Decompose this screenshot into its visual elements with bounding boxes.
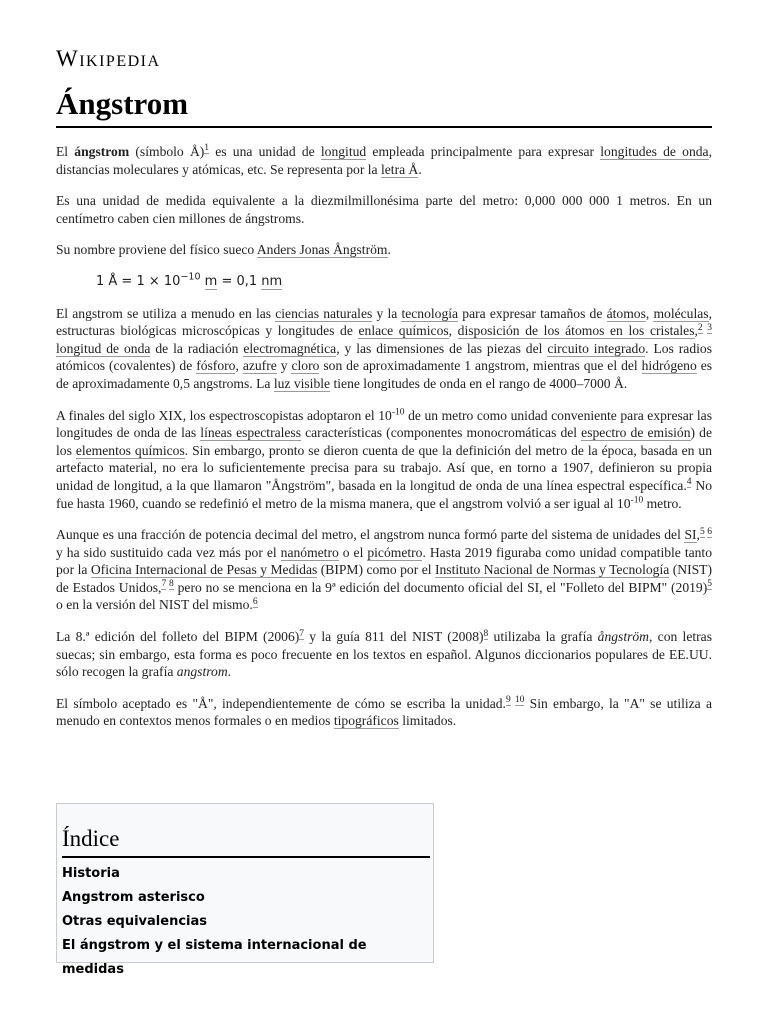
text: características (componentes monocromáticas del	[301, 425, 582, 441]
link-nanometro-2[interactable]: nanómetro	[280, 544, 339, 560]
link-atomos[interactable]: átomos	[606, 305, 646, 321]
term-bold: ángstrom	[74, 144, 130, 159]
text: Aunque es una fracción de potencia decimal del metro, el angstrom nunca formó parte del sistema de unidades del	[56, 527, 685, 543]
link-circuito-integrado[interactable]: circuito integrado	[547, 340, 646, 356]
text: No fue hasta 1960, cuando se redefinió el metro de la misma manera, que el angstrom volvió a ser igual al 10	[56, 477, 712, 511]
text: ,	[235, 358, 243, 374]
link-luz-visible[interactable]: luz visible	[273, 375, 331, 391]
article-body	[56, 143, 712, 744]
link-nist[interactable]: Instituto Nacional de Normas y Tecnología	[434, 562, 670, 578]
table-of-contents	[56, 803, 434, 977]
link-si[interactable]: SI	[684, 527, 697, 543]
link-longitudes-de-onda[interactable]: longitudes de onda	[600, 144, 709, 159]
text: y la guía 811 del NIST (2008)	[304, 629, 484, 645]
text: para expresar tamaños de	[458, 305, 607, 321]
link-letra-a[interactable]: letra Å	[381, 161, 419, 177]
text: El	[56, 144, 75, 159]
italic-term: ångström	[597, 629, 650, 645]
link-nanometro[interactable]: nm	[261, 273, 283, 289]
ref-link[interactable]: 8	[483, 628, 489, 639]
text: . Los radios atómicos (covalentes) de	[56, 340, 712, 374]
text: Su nombre proviene del físico sueco	[56, 242, 257, 258]
ref-link[interactable]: 7	[299, 628, 305, 639]
text: . Hasta 2019 figuraba como unidad compatible tanto por la	[56, 544, 712, 578]
link-longitud[interactable]: longitud	[320, 144, 367, 159]
exponent: -10	[391, 407, 405, 417]
text: (BIPM) como por el	[317, 562, 435, 578]
link-metro[interactable]: m	[204, 273, 218, 289]
link-fosforo[interactable]: fósforo	[196, 358, 236, 374]
text: ,	[694, 323, 698, 339]
text: utilizaba la grafía	[488, 629, 598, 645]
text: = 0,1	[217, 273, 262, 289]
text: ,	[696, 527, 700, 543]
text: , estructuras biológicas microscópicas y longitudes de	[56, 305, 712, 339]
link-bipm[interactable]: Oficina Internacional de Pesas y Medidas	[90, 562, 318, 578]
ref-link[interactable]: 6	[707, 526, 713, 537]
paragraph-spelling	[56, 628, 712, 681]
link-tipograficos[interactable]: tipográficos	[333, 713, 399, 729]
text: pero no se menciona en la 9ª edición del documento oficial del SI, el "Folleto del BIPM" (2019)	[173, 579, 708, 595]
ref-link[interactable]: 8	[169, 579, 174, 590]
link-moleculas[interactable]: moléculas	[653, 305, 709, 321]
exponent: -10	[630, 494, 644, 505]
link-espectro-emision[interactable]: espectro de emisión	[581, 425, 691, 441]
text: El símbolo aceptado es "Å", independientemente de cómo se escriba la unidad.	[56, 695, 506, 711]
text: limitados.	[398, 713, 457, 729]
link-ciencias-naturales[interactable]: ciencias naturales	[275, 305, 373, 321]
link-tecnologia[interactable]: tecnología	[401, 305, 459, 321]
text: es una unidad de	[209, 144, 321, 159]
link-anders-angstrom[interactable]: Anders Jonas Ångström	[256, 242, 388, 258]
wikipedia-logo[interactable]: Wikipedia	[56, 46, 161, 71]
exponent: −10	[180, 271, 201, 283]
text: y ha sido sustituido cada vez más por el	[56, 544, 281, 560]
text: ,	[645, 305, 654, 321]
text: El angstrom se utiliza a menudo en las	[56, 305, 276, 321]
text: .	[418, 161, 422, 177]
paragraph-definition: Es una unidad de medida equivalente a la diezmilmillonésima parte del metro: 0,000 000 000 1 metros. En un centímetro caben cien millones de ángstroms.	[56, 193, 712, 226]
ref-link[interactable]: 2	[697, 322, 703, 333]
text: 1 Å = 1 × 10	[96, 273, 181, 289]
paragraph-symbol	[56, 695, 712, 730]
text: y	[276, 358, 292, 374]
text: Sin embargo, la "A" se utiliza a menudo en contextos menos formales o en medios	[56, 695, 712, 729]
ref-link[interactable]: 6	[252, 596, 258, 607]
text: .	[387, 242, 391, 258]
text: y la	[372, 305, 402, 321]
text: son de aproximadamente 1 angstrom, mientras que el del	[319, 358, 642, 374]
ref-link[interactable]: 10	[514, 695, 525, 706]
text: (símbolo Å)	[129, 144, 205, 159]
link-hidrogeno[interactable]: hidrógeno	[641, 358, 697, 374]
link-longitud-de-onda[interactable]: longitud de onda	[56, 340, 151, 356]
paragraph-usage	[56, 305, 712, 393]
link-disposicion-atomos[interactable]: disposición de los átomos en los cristales	[457, 323, 695, 339]
link-cloro[interactable]: cloro	[291, 358, 320, 374]
toc-title: Índice	[62, 826, 430, 858]
text: de la radiación	[150, 340, 244, 356]
paragraph-history	[56, 407, 712, 513]
formula	[96, 273, 712, 291]
text: o en la versión del NIST del mismo.	[56, 597, 253, 613]
text: metro.	[643, 495, 682, 511]
text: tiene longitudes de onda en el rango de 4000–7000 Å.	[330, 375, 628, 391]
link-enlace-quimicos[interactable]: enlace químicos	[358, 323, 449, 339]
text: , y las dimensiones de las piezas del	[336, 340, 548, 356]
paragraph-intro	[56, 143, 712, 178]
title-divider	[56, 126, 712, 128]
text: (NIST) de Estados Unidos,	[56, 562, 713, 595]
text: empleada principalmente para expresar	[366, 144, 601, 159]
ref-link[interactable]: 7	[161, 579, 167, 590]
text: ) de los	[56, 425, 712, 458]
text: ,	[448, 323, 458, 339]
ref-link[interactable]: 5	[699, 526, 705, 537]
toc-list	[62, 862, 433, 982]
toc-item-historia[interactable]: Historia	[62, 866, 120, 881]
link-azufre[interactable]: azufre	[242, 358, 277, 374]
link-electromagnetica[interactable]: electromagnética	[243, 340, 337, 356]
ref-link[interactable]: 1	[204, 143, 210, 154]
text: de un metro como unidad conveniente para expresar las longitudes de onda de las	[56, 407, 712, 441]
toc-item-angstrom-asterisco[interactable]: Angstrom asterisco	[62, 890, 205, 905]
page-title: Ángstrom	[56, 86, 189, 121]
toc-item-sistema-internacional[interactable]: El ángstrom y el sistema internacional de medidas	[62, 938, 367, 977]
paragraph-si	[56, 526, 712, 614]
ref-link[interactable]: 4	[686, 477, 692, 488]
link-lineas-espectrales[interactable]: líneas espectraless	[200, 425, 302, 441]
text: La 8.ª edición del folleto del BIPM (2006)	[56, 629, 300, 645]
text: A finales del siglo XIX, los espectroscopistas adoptaron el 10	[56, 407, 392, 423]
text: , con letras suecas; sin embargo, esta forma es poco frecuente en los textos en español. Algunos diccionarios populares de EE.UU. sólo recogen la grafía	[56, 629, 712, 680]
toc-item-otras-equivalencias[interactable]: Otras equivalencias	[62, 914, 207, 929]
text: o el	[338, 544, 368, 560]
text: es de aproximadamente 0,5 angstroms. La	[56, 358, 713, 391]
text: . Sin embargo, pronto se dieron cuenta de que la definición del metro de la época, basada en un artefacto material, no era lo suficientemente precisa para su trabajo. Así que, en torno a 1907, definieron su propia unidad de longitud, a la que llamaron "Ångström", basada en la longitud de onda de una línea espectral específica.	[56, 442, 713, 493]
ref-link[interactable]: 3	[707, 322, 712, 333]
text: , distancias moleculares y atómicas, etc. Se representa por la	[56, 144, 712, 177]
paragraph-name-origin	[56, 241, 712, 259]
ref-link[interactable]: 9	[505, 695, 511, 706]
italic-term: angstrom	[176, 664, 228, 680]
text: .	[227, 664, 232, 680]
ref-link[interactable]: 5	[707, 579, 713, 590]
link-elementos-quimicos[interactable]: elementos químicos	[75, 442, 185, 458]
link-picometro[interactable]: picómetro	[367, 544, 423, 560]
